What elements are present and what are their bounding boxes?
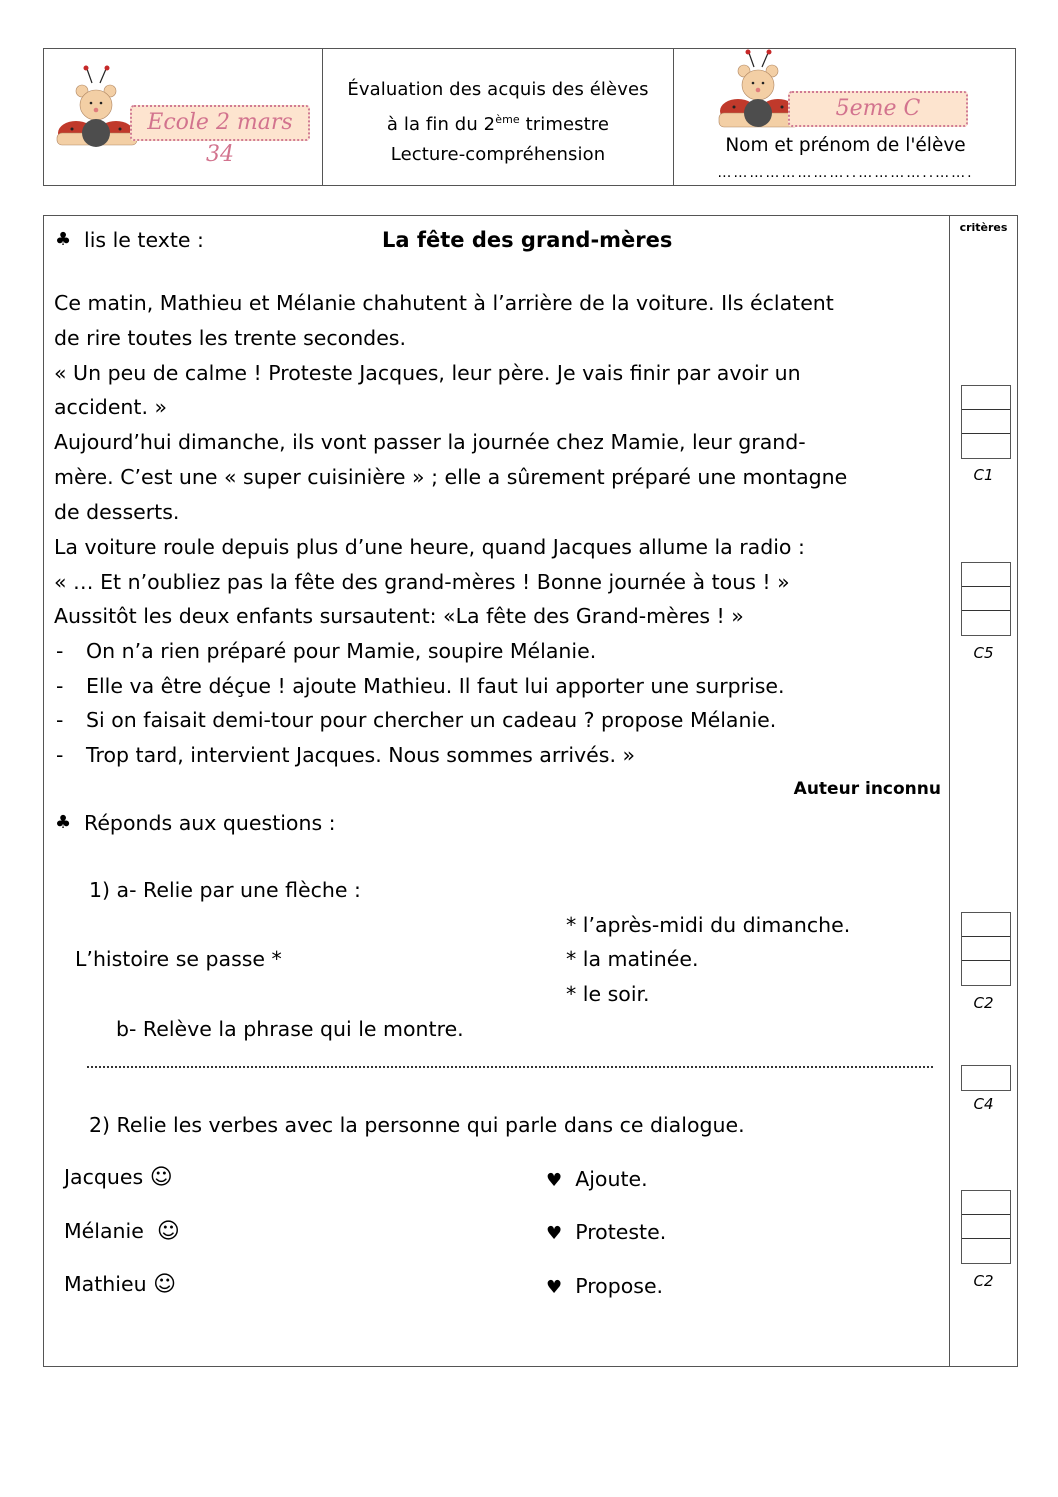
instruction-read-text: lis le texte : bbox=[84, 228, 204, 252]
student-cell bbox=[674, 49, 1017, 185]
dialogue-dash: - bbox=[56, 674, 64, 698]
criteria-title: critères bbox=[959, 221, 1008, 234]
criterion-label: C4 bbox=[973, 1095, 994, 1113]
q1-option[interactable]: * la matinée. bbox=[566, 947, 699, 971]
story-title: La fête des grand-mères bbox=[382, 228, 673, 252]
student-name-label: Nom et prénom de l'élève bbox=[725, 135, 966, 156]
criterion-label: C1 bbox=[973, 466, 994, 484]
q2-verb[interactable] bbox=[546, 1273, 663, 1301]
story-line: mère. C’est une « super cuisinière » ; elle a sûrement préparé une montagne bbox=[54, 465, 848, 489]
story-line: de desserts. bbox=[54, 500, 180, 524]
heart-icon: ♥ bbox=[546, 1170, 563, 1191]
question-2: 2) Relie les verbes avec la personne qui parle dans ce dialogue. bbox=[89, 1113, 745, 1137]
q2-person[interactable] bbox=[64, 1218, 180, 1245]
story-line: Aujourd’hui dimanche, ils vont passer la journée chez Mamie, leur grand- bbox=[54, 430, 806, 454]
club-icon: ♣ bbox=[55, 812, 72, 833]
q1-option[interactable]: * l’après-midi du dimanche. bbox=[566, 913, 851, 937]
score-box-c5[interactable] bbox=[961, 562, 1011, 636]
story-line: de rire toutes les trente secondes. bbox=[54, 326, 407, 350]
question-1a: 1) a- Relie par une flèche : bbox=[89, 878, 361, 902]
questions-intro: Réponds aux questions : bbox=[84, 811, 336, 835]
q2-person[interactable] bbox=[64, 1271, 176, 1298]
criterion-label: C2 bbox=[973, 994, 994, 1012]
verb-label: Ajoute. bbox=[575, 1167, 648, 1191]
dialogue-line: On n’a rien préparé pour Mamie, soupire Mélanie. bbox=[86, 639, 597, 663]
title-line-2 bbox=[323, 105, 673, 140]
score-box-c1[interactable] bbox=[961, 385, 1011, 459]
author-credit: Auteur inconnu bbox=[793, 779, 941, 799]
exercise-box bbox=[43, 215, 1018, 1367]
q2-person[interactable] bbox=[64, 1164, 173, 1191]
smiley-icon: ☺ bbox=[153, 1272, 177, 1297]
school-cell bbox=[44, 49, 323, 185]
class-badge: 5eme C bbox=[788, 91, 968, 127]
title-cell bbox=[323, 49, 674, 185]
header-table bbox=[43, 48, 1016, 186]
person-name: Mélanie bbox=[64, 1219, 144, 1243]
school-name-badge: Ecole 2 mars 34 bbox=[130, 105, 310, 141]
dialogue-dash: - bbox=[56, 639, 64, 663]
title-line-2-b: trimestre bbox=[519, 114, 610, 135]
evaluation-title bbox=[323, 49, 673, 170]
criteria-column bbox=[949, 216, 1017, 1366]
criterion-label: C5 bbox=[973, 644, 994, 662]
story-line: accident. » bbox=[54, 395, 168, 419]
student-name-field[interactable]: ……………………..…………..……. bbox=[717, 165, 974, 181]
smiley-icon: ☺ bbox=[149, 1165, 173, 1190]
q2-verb[interactable] bbox=[546, 1166, 648, 1194]
title-line-1: Évaluation des acquis des élèves bbox=[347, 79, 649, 100]
club-icon: ♣ bbox=[55, 229, 72, 250]
title-line-2-a: à la fin du 2 bbox=[386, 114, 496, 135]
score-box-c2[interactable] bbox=[961, 912, 1011, 986]
dialogue-dash: - bbox=[56, 743, 64, 767]
story-line: « … Et n’oubliez pas la fête des grand-mères ! Bonne journée à tous ! » bbox=[54, 570, 790, 594]
dialogue-line: Si on faisait demi-tour pour chercher un cadeau ? propose Mélanie. bbox=[86, 708, 777, 732]
story-line: Aussitôt les deux enfants sursautent: «La fête des Grand-mères ! » bbox=[54, 604, 744, 628]
story-line: « Un peu de calme ! Proteste Jacques, leur père. Je vais finir par avoir un bbox=[54, 361, 801, 385]
story-line: Ce matin, Mathieu et Mélanie chahutent à l’arrière de la voiture. Ils éclatent bbox=[54, 291, 834, 315]
dialogue-dash: - bbox=[56, 708, 64, 732]
heart-icon: ♥ bbox=[546, 1223, 563, 1244]
dialogue-line: Trop tard, intervient Jacques. Nous sommes arrivés. » bbox=[86, 743, 636, 767]
question-1b: b- Relève la phrase qui le montre. bbox=[116, 1017, 464, 1041]
person-name: Jacques bbox=[64, 1165, 144, 1189]
ladybug-bear-icon bbox=[54, 63, 139, 148]
score-box-c2-second[interactable] bbox=[961, 1190, 1011, 1264]
verb-label: Propose. bbox=[575, 1274, 664, 1298]
person-name: Mathieu bbox=[64, 1272, 147, 1296]
q2-verb[interactable] bbox=[546, 1219, 666, 1247]
verb-label: Proteste. bbox=[575, 1220, 667, 1244]
score-box-c4[interactable] bbox=[961, 1065, 1011, 1091]
answer-line[interactable] bbox=[87, 1066, 933, 1068]
story-line: La voiture roule depuis plus d’une heure, quand Jacques allume la radio : bbox=[54, 535, 805, 559]
q1-left-item[interactable]: L’histoire se passe * bbox=[75, 947, 282, 971]
smiley-icon: ☺ bbox=[156, 1219, 180, 1244]
criterion-label: C2 bbox=[973, 1272, 994, 1290]
q1-option[interactable]: * le soir. bbox=[566, 982, 650, 1006]
title-superscript: ème bbox=[495, 113, 520, 126]
title-line-3: Lecture-compréhension bbox=[390, 144, 606, 165]
heart-icon: ♥ bbox=[546, 1277, 563, 1298]
dialogue-line: Elle va être déçue ! ajoute Mathieu. Il faut lui apporter une surprise. bbox=[86, 674, 785, 698]
